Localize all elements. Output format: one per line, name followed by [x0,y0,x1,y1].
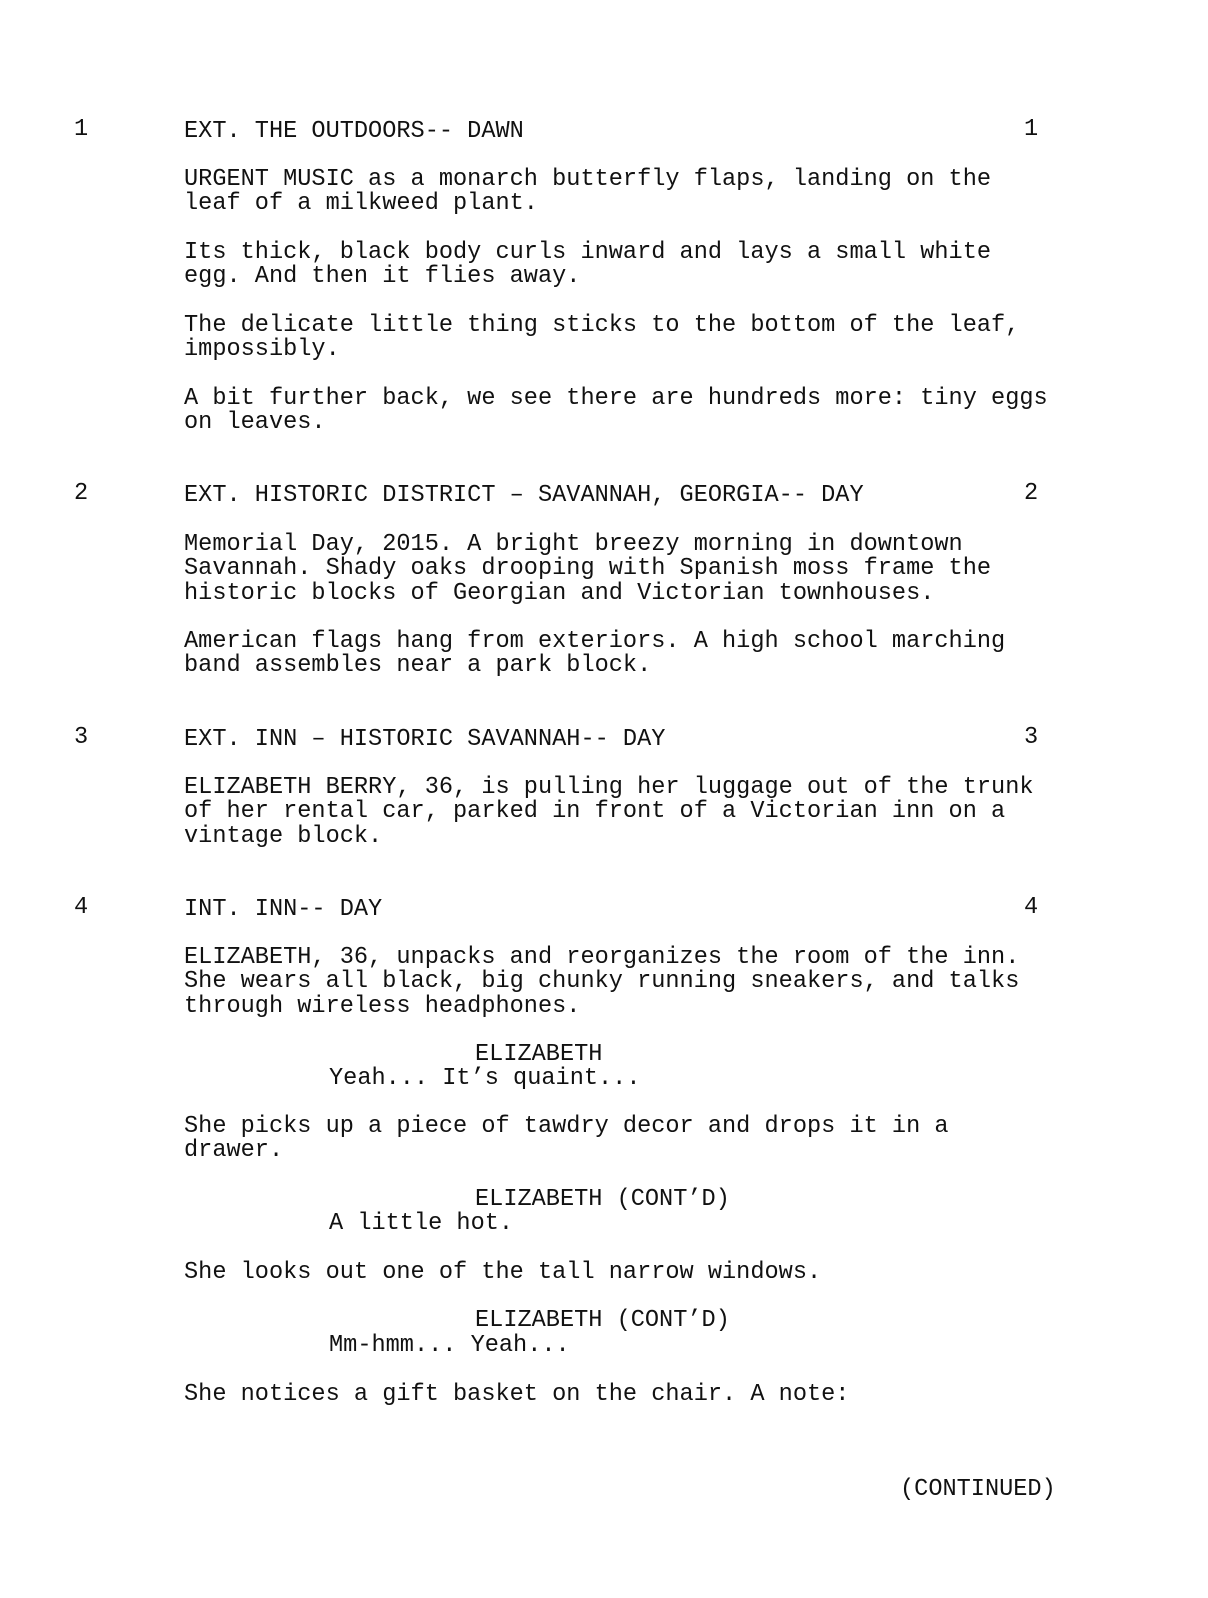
character-cue: ELIZABETH [475,1041,603,1068]
action-paragraph: ELIZABETH BERRY, 36, is pulling her luggage out of the trunk of her rental car, parked in front of a Victorian inn on a vintage block. [184,774,1034,850]
action-paragraph: A bit further back, we see there are hundreds more: tiny eggs on leaves. [184,385,1048,437]
action-paragraph: American flags hang from exteriors. A high school marching band assembles near a park block. [184,628,1006,680]
dialogue-line: Yeah... It’s quaint... [329,1065,641,1092]
action-paragraph: Memorial Day, 2015. A bright breezy morning in downtown Savannah. Shady oaks drooping with Spanish moss frame the historic blocks of Georgian and Victorian townhouses. [184,531,992,607]
dialogue-line: A little hot. [329,1210,514,1237]
action-paragraph: Its thick, black body curls inward and lays a small white egg. And then it flies away. [184,239,992,291]
scene-number-left: 3 [74,724,89,751]
action-paragraph: She notices a gift basket on the chair. A note: [184,1381,850,1408]
character-cue: ELIZABETH (CONT’D) [475,1186,730,1213]
action-paragraph: The delicate little thing sticks to the bottom of the leaf, impossibly. [184,312,1020,364]
continued-marker: (CONTINUED) [900,1476,1056,1503]
action-paragraph: She picks up a piece of tawdry decor and drops it in a drawer. [184,1113,949,1165]
scene-number-right: 2 [1024,480,1039,507]
scene-number-left: 4 [74,894,89,921]
scene-number-right: 1 [1024,116,1039,143]
character-cue: ELIZABETH (CONT’D) [475,1307,730,1334]
action-paragraph: She looks out one of the tall narrow windows. [184,1259,822,1286]
action-paragraph: URGENT MUSIC as a monarch butterfly flaps, landing on the leaf of a milkweed plant. [184,166,992,218]
scene-heading: INT. INN-- DAY [184,896,383,923]
scene-number-left: 1 [74,116,89,143]
scene-heading: EXT. INN – HISTORIC SAVANNAH-- DAY [184,726,666,753]
scene-heading: EXT. HISTORIC DISTRICT – SAVANNAH, GEORGIA-- DAY [184,482,864,509]
dialogue-line: Mm-hmm... Yeah... [329,1332,570,1359]
scene-heading: EXT. THE OUTDOORS-- DAWN [184,118,524,145]
scene-number-right: 3 [1024,724,1039,751]
scene-number-right: 4 [1024,894,1039,921]
scene-number-left: 2 [74,480,89,507]
action-paragraph: ELIZABETH, 36, unpacks and reorganizes the room of the inn. She wears all black, big chunky running sneakers, and talks through wireless headphones. [184,944,1020,1020]
